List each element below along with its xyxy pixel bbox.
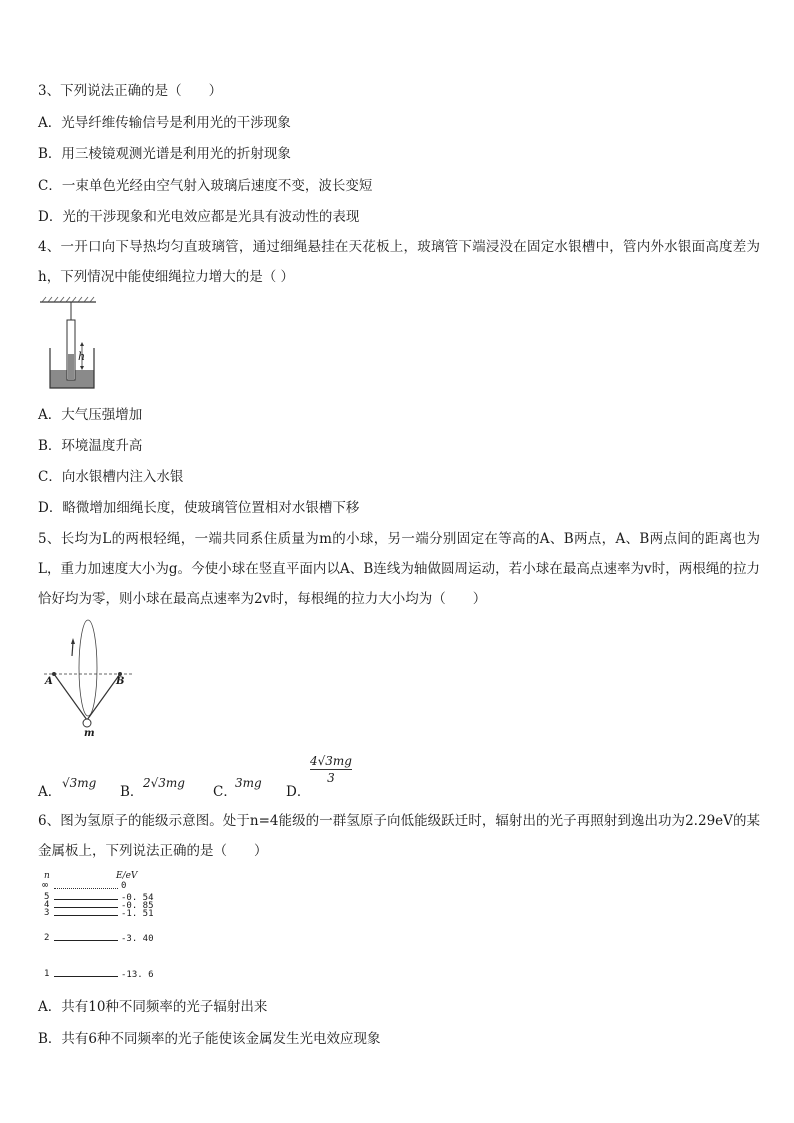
q5-stem: 5、长均为L的两根轻绳，一端共同系住质量为m的小球，另一端分别固定在等高的A、B两点，A、B两点间的距离也为L，重力加速度大小为g。今使小球在竖直平面内以A、B连线为轴做圆周运动，若小球在最高点速率为v时，两根绳的拉力恰好均为零，则小球在最高点速率为2v时，每根绳的拉力大小均为（ ） (38, 531, 760, 607)
level-inf-n: ∞ (42, 880, 49, 891)
q5-option-a-label: A． (38, 784, 62, 800)
level-1-energy: -13. 6 (121, 970, 154, 980)
q5-option-d-label: D． (286, 784, 311, 800)
level-5-line (54, 899, 118, 900)
q3-option-d: D．光的干涉现象和光电效应都是光具有波动性的表现 (38, 209, 360, 225)
level-4-energy: -0. 85 (121, 901, 154, 911)
q4-option-b: B．环境温度升高 (38, 438, 143, 454)
q3-stem: 3、下列说法正确的是（ ） (38, 83, 223, 99)
q5-option-b-label: B． (120, 784, 144, 800)
energy-level-diagram (42, 871, 172, 987)
q6-option-b: B．共有6种不同频率的光子能使该金属发生光电效应现象 (38, 1031, 381, 1047)
level-5-energy: -0. 54 (121, 893, 154, 903)
level-5-n: 5 (44, 892, 50, 902)
level-3-line (54, 915, 118, 916)
level-2-line (54, 940, 118, 941)
q4-option-a: A．大气压强增加 (38, 407, 143, 423)
level-3-n: 3 (44, 908, 50, 918)
q6-stem: 6、图为氢原子的能级示意图。处于n=4能级的一群氢原子向低能级跃迁时，辐射出的光子再照射到逸出功为2.29eV的某金属板上，下列说法正确的是（ ） (38, 813, 760, 859)
level-header-energy: E/eV (116, 871, 138, 881)
level-4-n: 4 (44, 900, 50, 910)
level-2-n: 2 (44, 933, 50, 943)
level-1-line (54, 976, 118, 977)
fraction-bar (310, 769, 352, 770)
q5-option-b-value: 2√3mg (143, 776, 185, 790)
q3-option-b: B．用三棱镜观测光谱是利用光的折射现象 (38, 146, 291, 162)
level-4-line (54, 907, 118, 908)
q3-option-c: C．一束单色光经由空气射入玻璃后速度不变，波长变短 (38, 178, 373, 194)
level-inf-line (54, 888, 118, 889)
fraction-numerator: 4√3mg (310, 754, 352, 768)
q5-option-a-value: √3mg (62, 776, 97, 790)
level-2-energy: -3. 40 (121, 934, 154, 944)
point-a-label: A (45, 676, 53, 687)
q5-option-c-label: C． (213, 784, 237, 800)
q4-option-c: C．向水银槽内注入水银 (38, 469, 184, 485)
level-1-n: 1 (44, 969, 50, 979)
q5-option-c-value: 3mg (235, 776, 262, 790)
q6-option-a: A．共有10种不同频率的光子辐射出来 (38, 999, 268, 1015)
ball-mass-label: m (84, 728, 95, 739)
q4-option-d: D．略微增加细绳长度，使玻璃管位置相对水银槽下移 (38, 500, 360, 516)
q4-stem: 4、一开口向下导热均匀直玻璃管，通过细绳悬挂在天花板上，玻璃管下端浸没在固定水银槽中，管内外水银面高度差为h，下列情况中能使细绳拉力增大的是（ ） (38, 239, 760, 285)
level-inf-energy: 0 (121, 881, 127, 891)
q5-option-d-fraction (308, 754, 354, 785)
level-3-energy: -1. 51 (121, 909, 154, 919)
fraction-denominator: 3 (327, 771, 335, 785)
q3-option-a: A．光导纤维传输信号是利用光的干涉现象 (38, 115, 291, 131)
glass-tube-figure (40, 296, 100, 392)
point-b-label: B (116, 676, 125, 687)
q4-figure-h-label: h (78, 350, 86, 363)
level-header-n: n (44, 871, 50, 881)
